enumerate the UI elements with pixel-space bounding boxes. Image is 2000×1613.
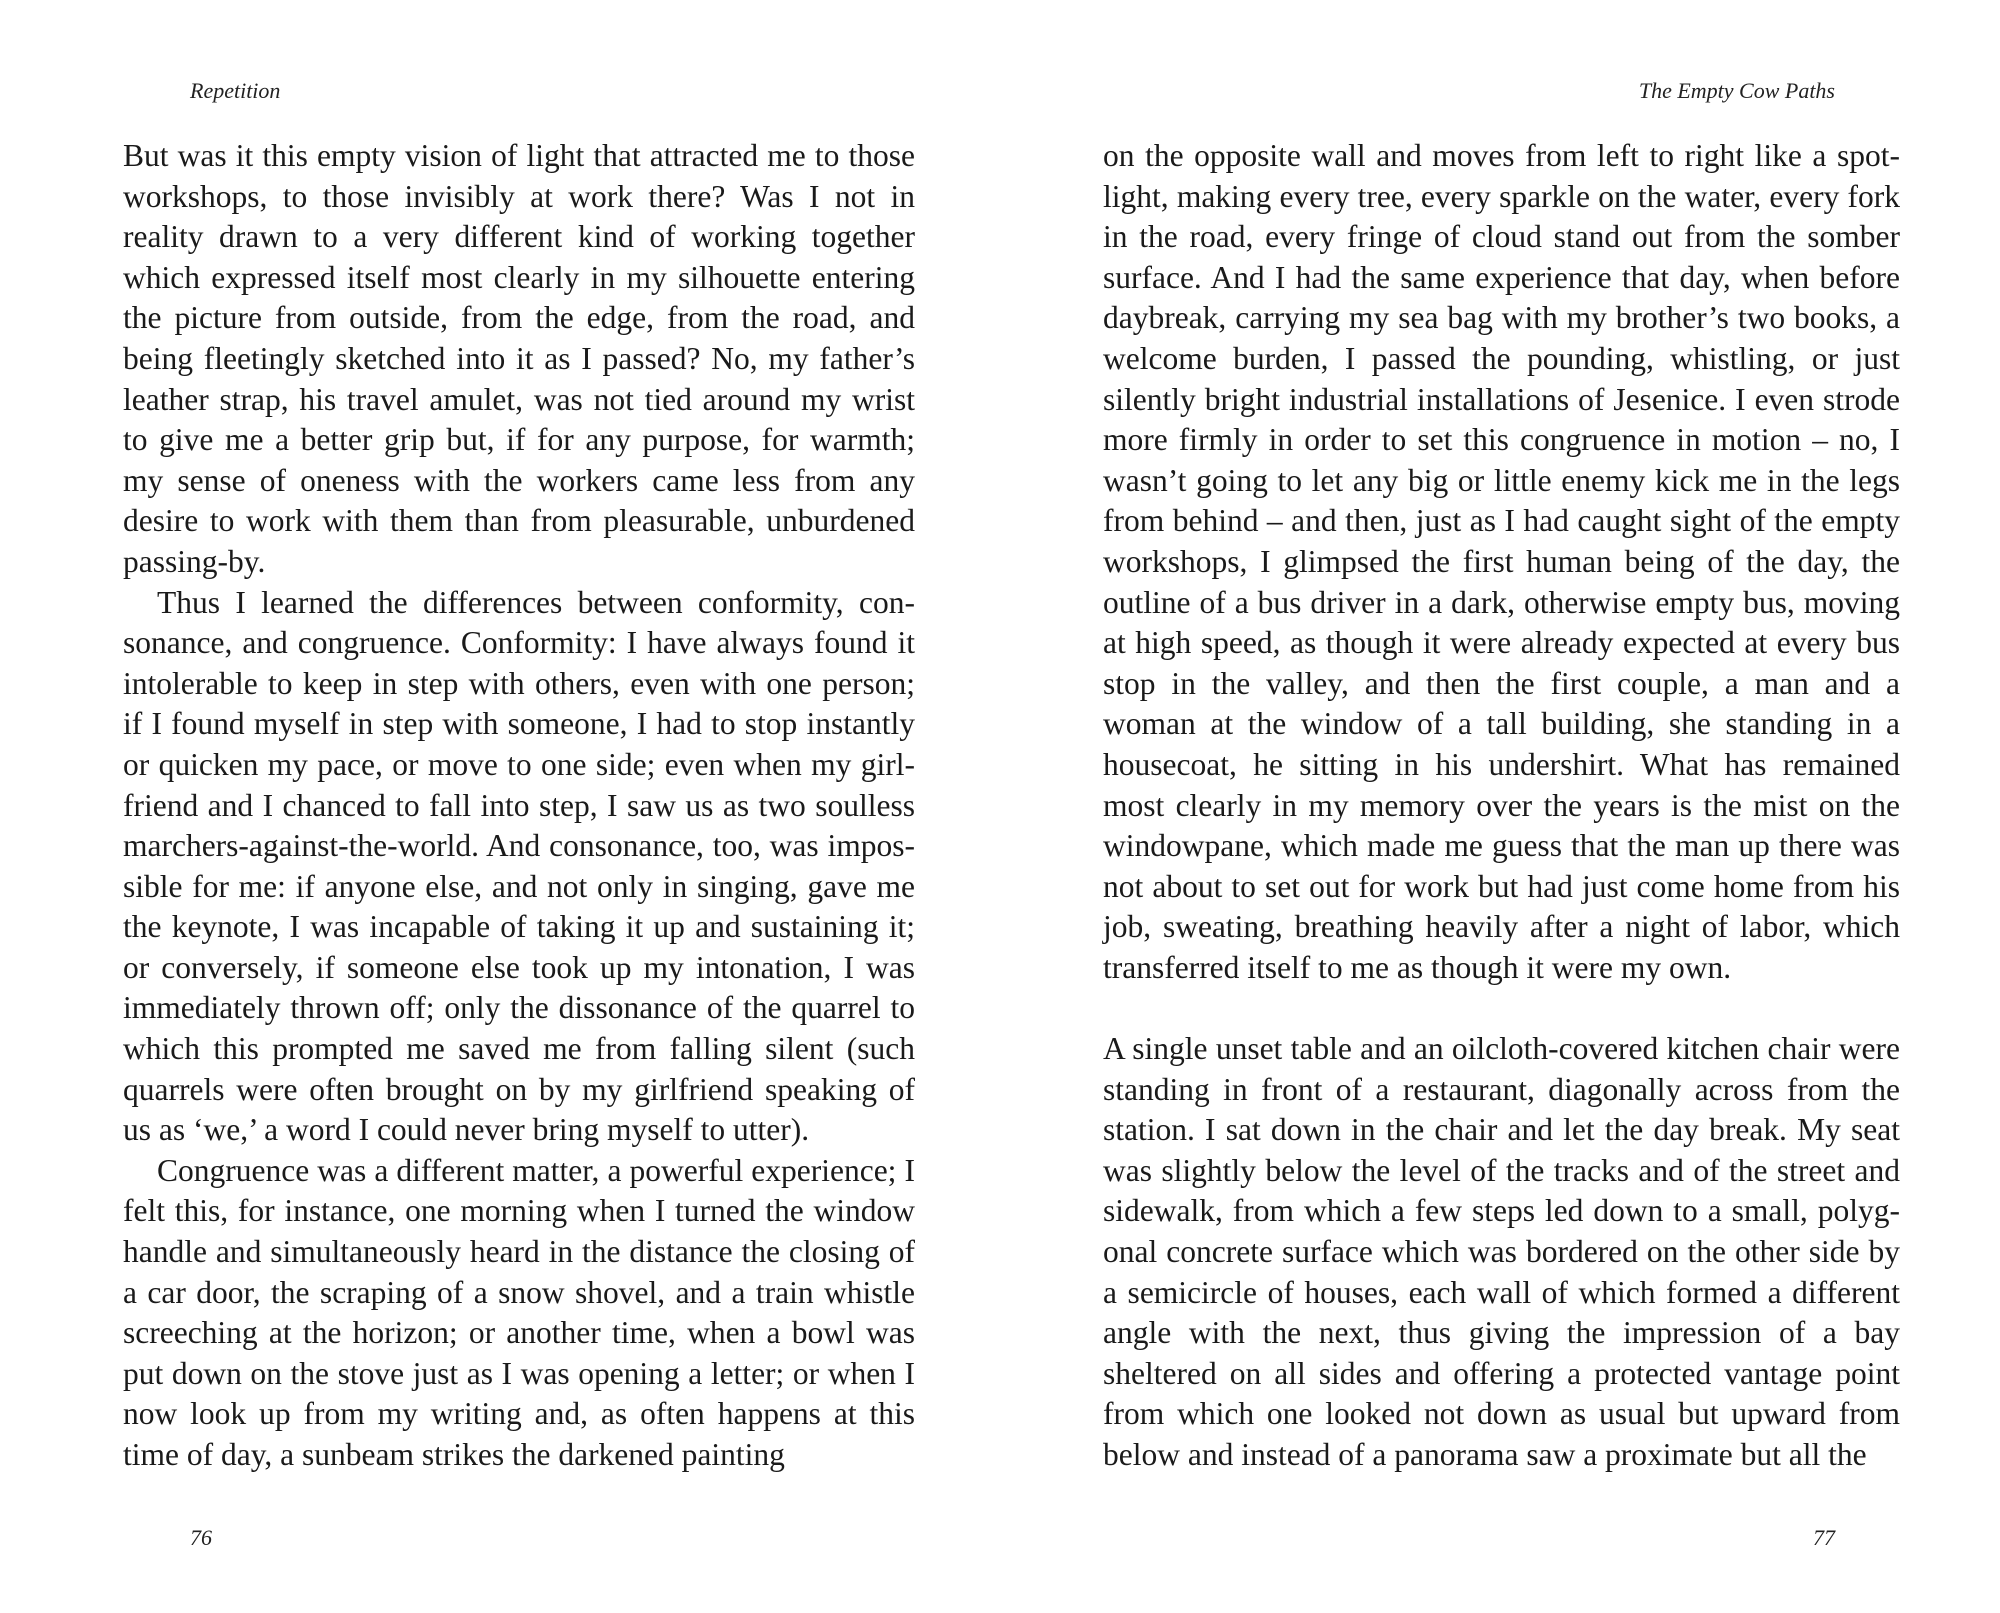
paragraph: Congruence was a different matter, a powerful experience; I felt this, for instance, one morning when I turned the window handle and simultaneously heard in the distance the closing of a car door, the scraping of a snow shovel, and a train whistle screeching at the horizon; or another time, when a bowl was put down on the stove just as I was opening a letter; or when I now look up from my writing and, as often happens at this time of day, a sunbeam strikes the darkened painting xyxy=(123,1152,915,1472)
left-page-body xyxy=(123,136,915,1476)
running-head-right: The Empty Cow Paths xyxy=(1638,78,1835,103)
paragraph: A single unset table and an oilcloth-covered kitchen chair were standing in front of a restaurant, diagonally across from the station. I sat down in the chair and let the day break. My seat was slightly below the level of the tracks and of the street and sidewalk, from which a few steps led down to a small, polygonal concrete surface which was bordered on the other side by a semicircle of houses, each wall of which formed a different angle with the next, thus giving the impression of a bay sheltered on all sides and offering a protected vantage point from which one looked not down as usual but upward from below and instead of a panorama saw a proximate but all the xyxy=(1103,1031,1900,1472)
paragraph: Thus I learned the differences between conformity, consonance, and congruence. Conformity: I have always found it intolerable to keep in step with others, even with one person; if I found myself in step with someone, I had to stop instantly or quicken my pace, or move to one side; even when my girlfriend and I chanced to fall into step, I saw us as two soulless marchers-against-the-world. And consonance, too, was impossible for me: if anyone else, and not only in singing, gave me the keynote, I was incapable of taking it up and sustaining it; or conversely, if someone else took up my intonation, I was immediately thrown off; only the dissonance of the quarrel to which this prompted me saved me from falling silent (such quarrels were often brought on by my girlfriend speaking of us as ‘we,’ a word I could never bring myself to utter). xyxy=(123,584,915,1148)
right-page xyxy=(1000,0,2000,1613)
paragraph: But was it this empty vision of light that attracted me to those workshops, to those invisibly at work there? Was I not in reality drawn to a very different kind of working together which expressed itself most clearly in my silhouette entering the picture from outside, from the edge, from the road, and being fleetingly sketched into it as I passed? No, my father’s leather strap, his travel amulet, was not tied around my wrist to give me a better grip but, if for any purpose, for warmth; my sense of oneness with the workers came less from any desire to work with them than from pleasurable, unburdened passing-by. xyxy=(123,138,915,579)
running-head-left: Repetition xyxy=(190,78,281,103)
page-number-right: 77 xyxy=(1813,1525,1835,1550)
right-page-body xyxy=(1103,136,1900,1476)
paragraph: on the opposite wall and moves from left to right like a spotlight, making every tree, every sparkle on the water, every fork in the road, every fringe of cloud stand out from the somber surface. And I had the same experience that day, when before daybreak, carrying my sea bag with my brother’s two books, a welcome burden, I passed the pounding, whistling, or just silently bright industrial installations of Jesenice. I even strode more firmly in order to set this congruence in motion – no, I wasn’t going to let any big or little enemy kick me in the legs from behind – and then, just as I had caught sight of the empty workshops, I glimpsed the first human being of the day, the outline of a bus driver in a dark, otherwise empty bus, moving at high speed, as though it were already expected at every bus stop in the valley, and then the first couple, a man and a woman at the window of a tall building, she standing in a housecoat, he sitting in his undershirt. What has remained most clearly in my memory over the years is the mist on the windowpane, which made me guess that the man up there was not about to set out for work but had just come home from his job, sweating, breathing heavily after a night of labor, which transferred itself to me as though it were my own. xyxy=(1103,138,1900,985)
section-break xyxy=(1103,988,1900,1029)
page-number-left: 76 xyxy=(190,1525,212,1550)
